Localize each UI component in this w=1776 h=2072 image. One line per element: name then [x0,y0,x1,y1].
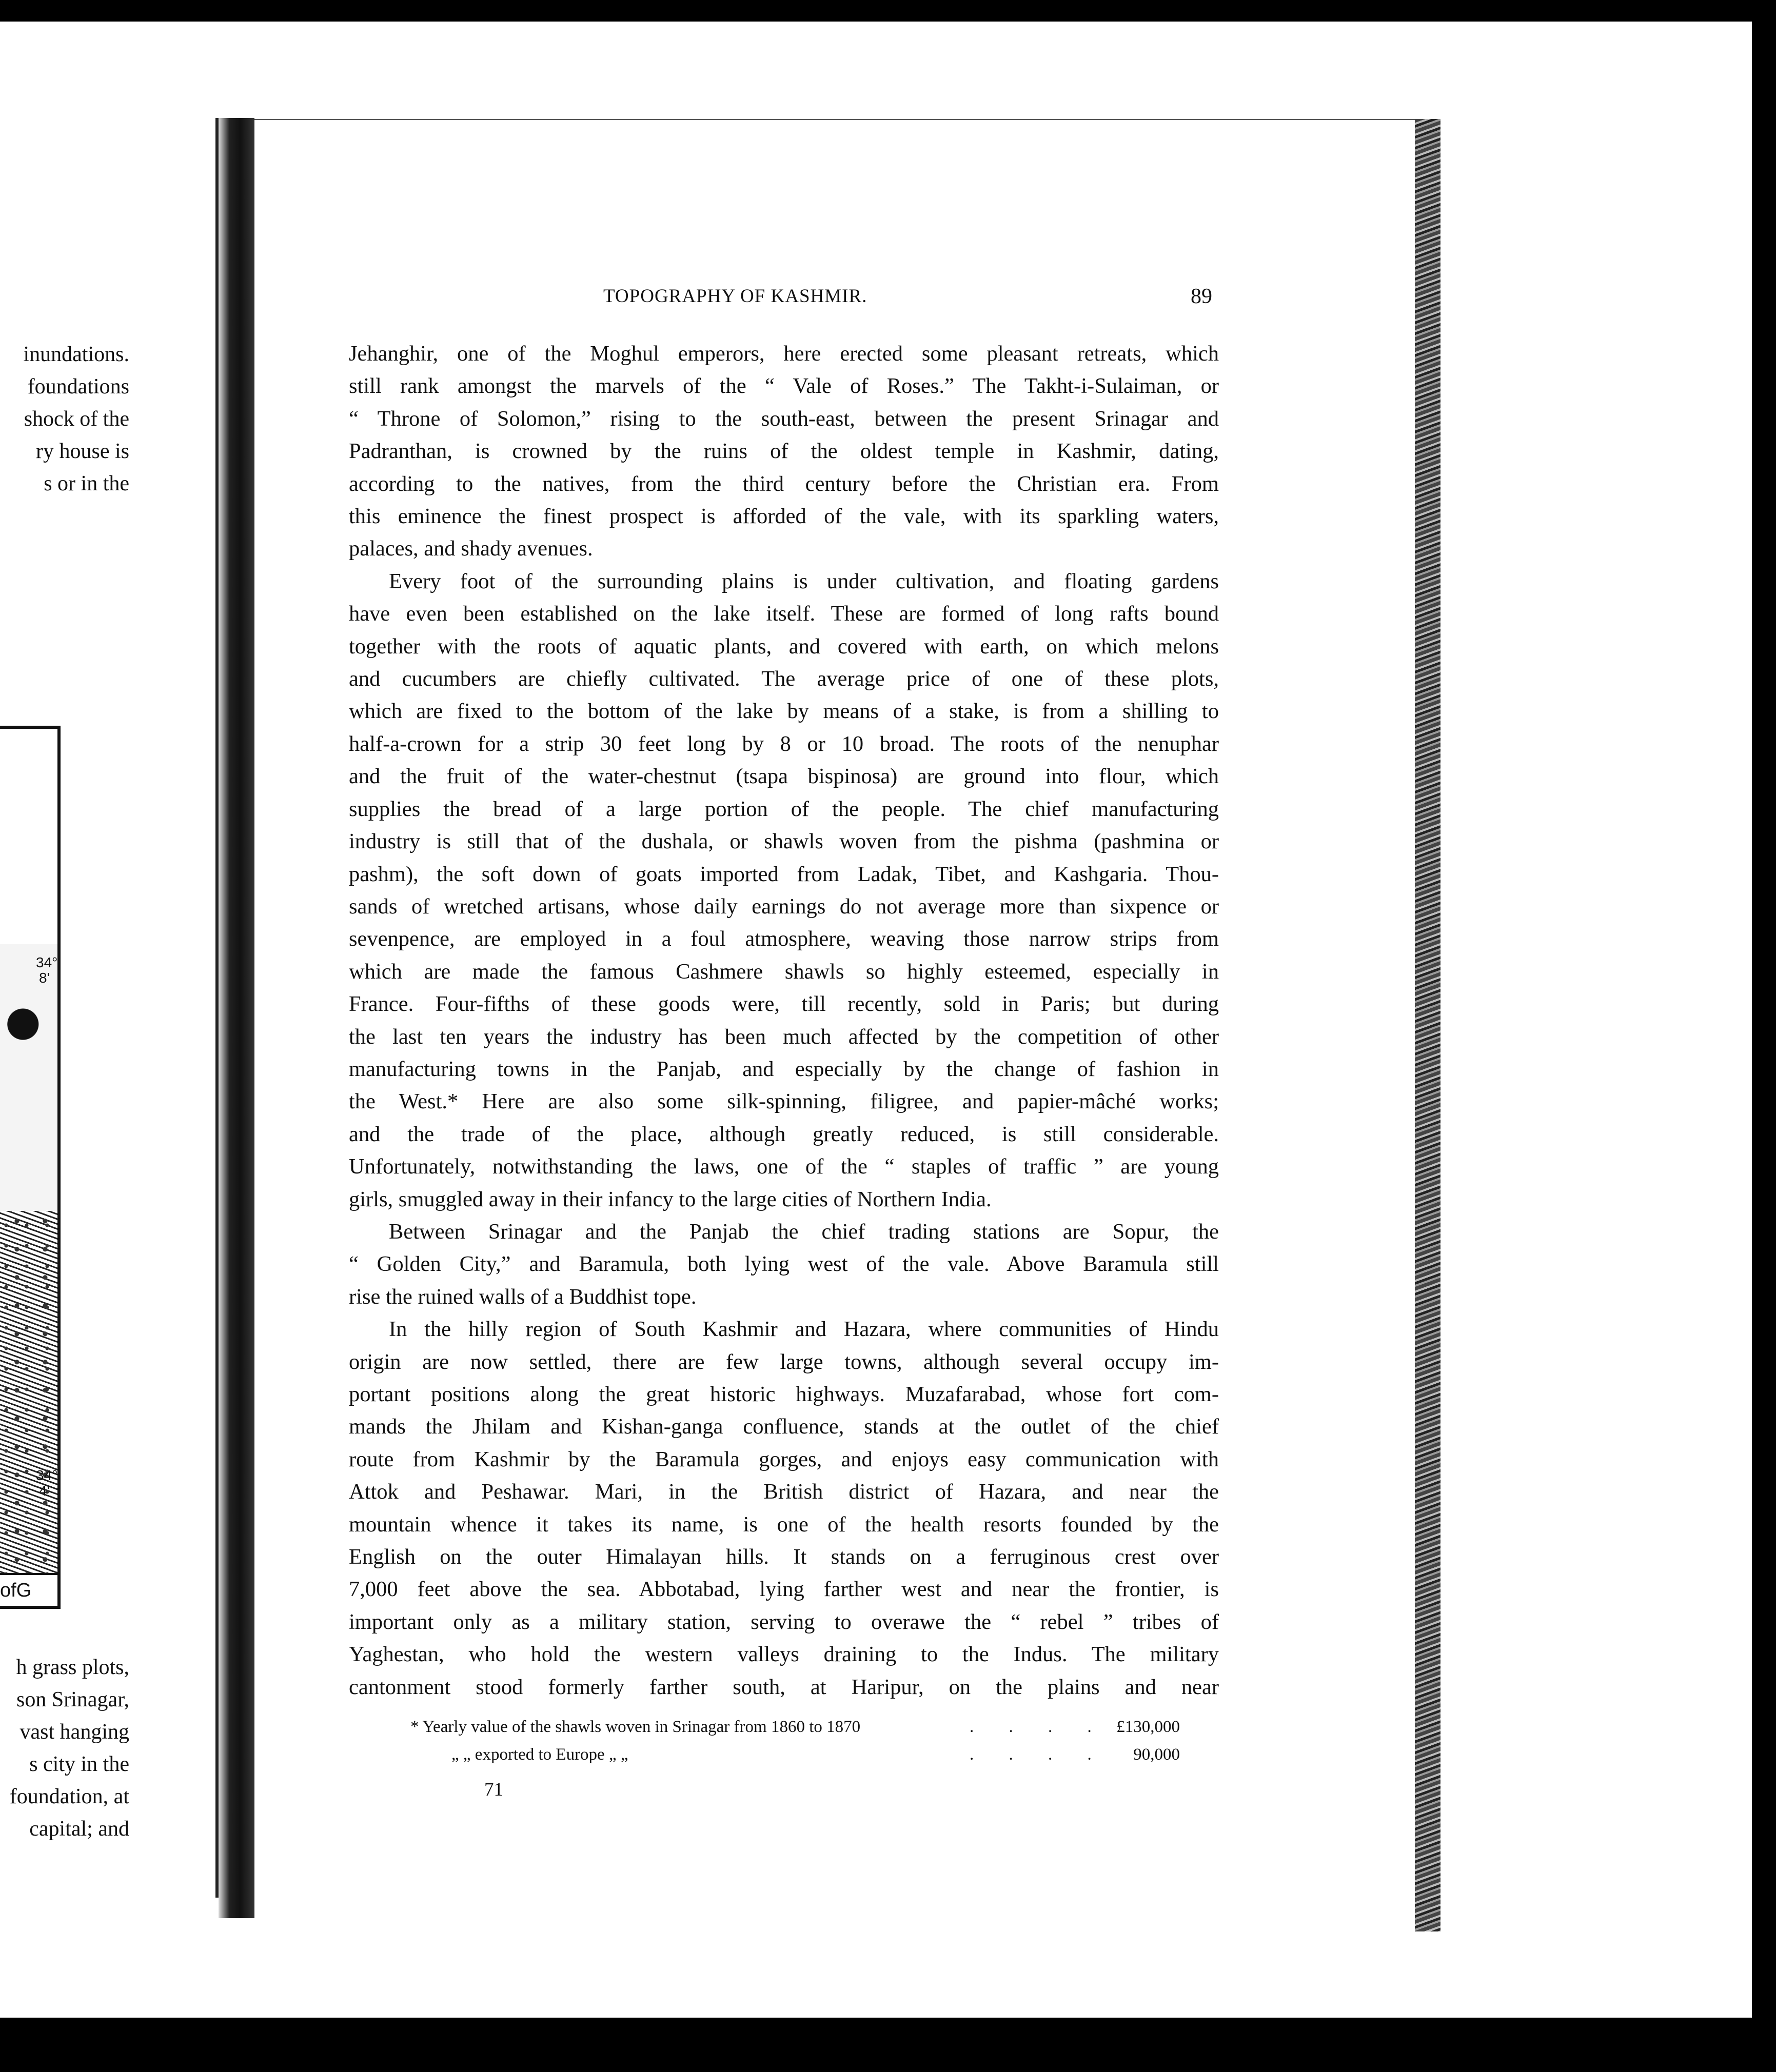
text-line: Unfortunately, notwithstanding the laws, one of the “ staples of traffic ” are young [349,1154,1219,1179]
text-line: pashm), the soft down of goats imported from Ladak, Tibet, and Kashgaria. Thou- [349,862,1219,886]
text-line: still rank amongst the marvels of the “ Vale of Roses.” The Takht-i-Sulaiman, or [349,374,1219,399]
left-line: shock of the [24,407,129,431]
left-line: s or in the [44,472,129,495]
text-line: Yaghestan, who hold the western valleys draining to the Indus. The military [349,1642,1219,1667]
running-head: TOPOGRAPHY OF KASHMIR. [603,286,867,307]
text-line: Between Srinagar and the Panjab the chief trading stations are Sopur, the [389,1219,1219,1244]
left-line: capital; and [29,1817,129,1841]
text-line: English on the outer Himalayan hills. It stands on a ferruginous crest over [349,1545,1219,1569]
text-line: rise the ruined walls of a Buddhist tope. [349,1284,697,1309]
text-line: and the trade of the place, although greatly reduced, is still considerable. [349,1122,1219,1146]
text-line: which are fixed to the bottom of the lake by means of a stake, is from a shilling to [349,699,1219,724]
map-latitude-label: 34° [36,1467,58,1483]
page-number: 89 [1191,285,1212,308]
text-line: Padranthan, is crowned by the ruins of the oldest temple in Kashmir, dating, [349,439,1219,464]
text-line: according to the natives, from the third century before the Christian era. From [349,471,1219,496]
text-line: mountain whence it takes its name, is one of the health resorts founded by the [349,1512,1219,1537]
text-line: the last ten years the industry has been much affected by the competition of other [349,1024,1219,1049]
text-line: “ Golden City,” and Baramula, both lying west of the vale. Above Baramula still [349,1252,1219,1277]
left-line: ry house is [36,440,129,463]
footnote-row [410,1713,1180,1741]
signature-mark: 71 [484,1779,503,1800]
paragraph [349,1313,1219,1703]
text-line: half-a-crown for a strip 30 feet long by 8 or 10 broad. The roots of the nenuphar [349,731,1219,756]
footnote-amount: 90,000 [1133,1745,1180,1764]
paragraph [349,565,1219,1216]
text-line: important only as a military station, serving to overawe the “ rebel ” tribes of [349,1609,1219,1634]
text-line: Attok and Peshawar. Mari, in the British district of Hazara, and near the [349,1480,1219,1504]
text-line: Every foot of the surrounding plains is under cultivation, and floating gardens [389,569,1219,593]
left-line: inundations. [23,343,129,366]
text-line: France. Four-fifths of these goods were, till recently, sold in Paris; but during [349,992,1219,1017]
text-line: Jehanghir, one of the Moghul emperors, here erected some pleasant retreats, which [349,342,1219,366]
text-line: supplies the bread of a large portion of the people. The chief manufacturing [349,796,1219,821]
left-page-bottom-text [0,1651,129,1845]
left-page [0,118,219,1898]
text-line: and the fruit of the water-chestnut (tsapa bispinosa) are ground into flour, which [349,764,1219,789]
footnote-leader: . . . . [970,1718,1107,1736]
text-line: this eminence the finest prospect is afforded of the vale, with its sparkling waters, [349,504,1219,529]
scan-border-right [1752,0,1776,2072]
map-fragment [0,726,61,1609]
text-line: mands the Jhilam and Kishan-ganga confluence, stands at the outlet of the chief [349,1414,1219,1439]
text-line: In the hilly region of South Kashmir and Hazara, where communities of Hindu [389,1317,1219,1342]
footnote-label: „ „ exported to Europe „ „ [451,1745,628,1764]
book-binding [219,118,254,1918]
footnote-amount: £130,000 [1116,1718,1180,1736]
text-line: cantonment stood formerly farther south, at Haripur, on the plains and near [349,1675,1219,1699]
text-line: together with the roots of aquatic plants, and covered with earth, on which melons [349,634,1219,659]
text-line: have even been established on the lake itself. These are formed of long rafts bound [349,602,1219,626]
text-line: girls, smuggled away in their infancy to the large cities of Northern India. [349,1187,992,1211]
left-line: s city in the [29,1752,129,1776]
paragraph [349,337,1219,565]
text-line: sands of wretched artisans, whose daily earnings do not average more than sixpence or [349,894,1219,919]
text-line: 7,000 feet above the sea. Abbotabad, lying farther west and near the frontier, is [349,1577,1219,1602]
map-caption: ofG [0,1573,57,1606]
map-latitude-label: 4' [39,1483,50,1499]
text-line: which are made the famous Cashmere shawls so highly esteemed, especially in [349,959,1219,984]
marbled-page-edge [1415,119,1440,1931]
text-line: origin are now settled, there are few large towns, although several occupy im- [349,1349,1219,1374]
left-line: foundation, at [9,1785,129,1808]
text-line: “ Throne of Solomon,” rising to the south-east, between the present Srinagar and [349,406,1219,431]
scan-border-bottom [0,2018,1776,2072]
text-line: and cucumbers are chiefly cultivated. The average price of one of these plots, [349,667,1219,691]
text-line: sevenpence, are employed in a foul atmosphere, weaving those narrow strips from [349,927,1219,951]
map-latitude-label: 34° [36,954,58,970]
left-line: h grass plots, [16,1656,129,1679]
left-line: son Srinagar, [16,1688,129,1711]
text-line: palaces, and shady avenues. [349,536,593,561]
text-line: route from Kashmir by the Baramula gorges, and enjoys easy communication with [349,1447,1219,1471]
left-line: vast hanging [19,1720,129,1744]
left-line: foundations [27,375,129,399]
body-text [349,337,1219,1703]
map-latitude-label: 8' [39,970,50,986]
text-line: manufacturing towns in the Panjab, and especially by the change of fashion in [349,1057,1219,1081]
footnotes [410,1713,1180,1768]
left-page-top-text [0,338,129,500]
text-line: industry is still that of the dushala, or shawls woven from the pishma (pashmina or [349,829,1219,854]
text-line: portant positions along the great historic highways. Muzafarabad, whose fort com- [349,1382,1219,1406]
paragraph [349,1216,1219,1313]
footnote-row [410,1741,1180,1768]
footnote-leader: . . . . [970,1745,1107,1764]
footnote-label: * Yearly value of the shawls woven in Srinagar from 1860 to 1870 [410,1718,861,1736]
text-line: the West.* Here are also some silk-spinning, filigree, and papier-mâché works; [349,1089,1219,1114]
